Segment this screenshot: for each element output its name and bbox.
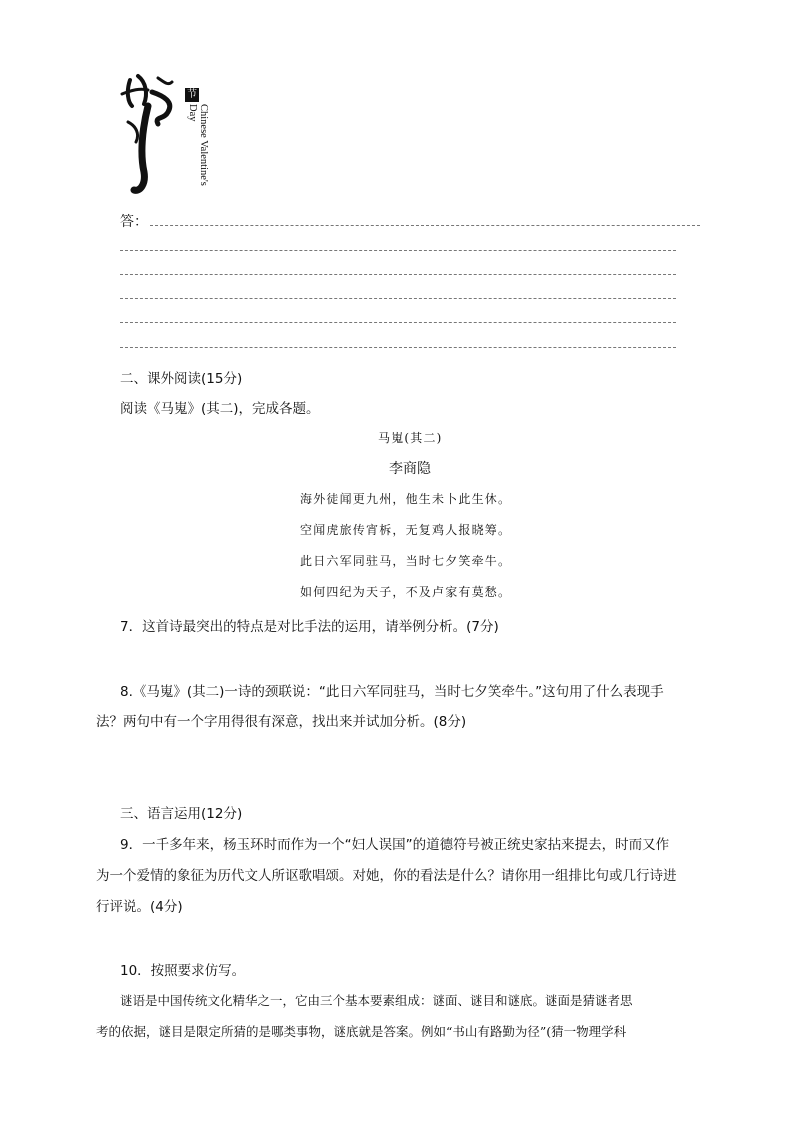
question-10: 10．按照要求仿写。: [120, 963, 246, 979]
calligraphy-jie-icon: [118, 72, 186, 196]
question-10-text-line2: 考的依据，谜目是限定所猜的是哪类事物，谜底就是答案。例如“书山有路勤为径”(猜一物理学科: [96, 1024, 627, 1039]
question-9-line3: 行评说。(4分): [96, 899, 183, 915]
question-9-line2: 为一个爱情的象征为历代文人所讴歌唱颂。对她，你的看法是什么？请你用一组排比句或几行诗进: [96, 868, 677, 884]
question-10-text-line1: 谜语是中国传统文化精华之一，它由三个基本要素组成：谜面、谜目和谜底。谜面是猜谜者思: [120, 993, 633, 1008]
poem-line: 海外徒闻更九州，他生未卜此生休。: [300, 492, 512, 506]
answer-line: [120, 250, 676, 251]
festival-logo: [118, 72, 218, 198]
answer-line: [120, 274, 676, 275]
poem-line: 空闻虎旅传宵柝，无复鸡人报晓筹。: [300, 523, 512, 537]
section-heading-language: 三、语言运用(12分): [120, 806, 243, 822]
question-8-line2: 法？两句中有一个字用得很有深意，找出来并试加分析。(8分): [96, 714, 467, 730]
jie-seal: 节: [187, 89, 197, 100]
poem-line: 此日六军同驻马，当时七夕笑牵牛。: [300, 554, 512, 568]
question-8-line1: 8.《马嵬》(其二)一诗的颈联说：“此日六军同驻马，当时七夕笑牵牛。”这句用了什么表现手: [120, 684, 664, 700]
logo-caption: Chinese Valentine's Day: [187, 104, 209, 186]
answer-line: [120, 347, 676, 348]
answer-label: 答：: [120, 214, 148, 230]
answer-line: [120, 322, 676, 323]
question-9-line1: 9．一千多年来，杨玉环时而作为一个“妇人误国”的道德符号被正统史家拈来提去，时而又作: [120, 837, 670, 853]
poem-author: 李商隐: [389, 461, 431, 477]
answer-line: [120, 298, 676, 299]
reading-instruction: 阅读《马嵬》(其二)，完成各题。: [120, 401, 320, 417]
section-heading-reading: 二、课外阅读(15分): [120, 371, 243, 387]
poem-title: 马嵬(其二): [378, 431, 443, 445]
answer-line: [150, 225, 700, 226]
question-7: 7．这首诗最突出的特点是对比手法的运用，请举例分析。(7分): [120, 619, 499, 635]
poem-line: 如何四纪为天子，不及卢家有莫愁。: [300, 585, 512, 599]
